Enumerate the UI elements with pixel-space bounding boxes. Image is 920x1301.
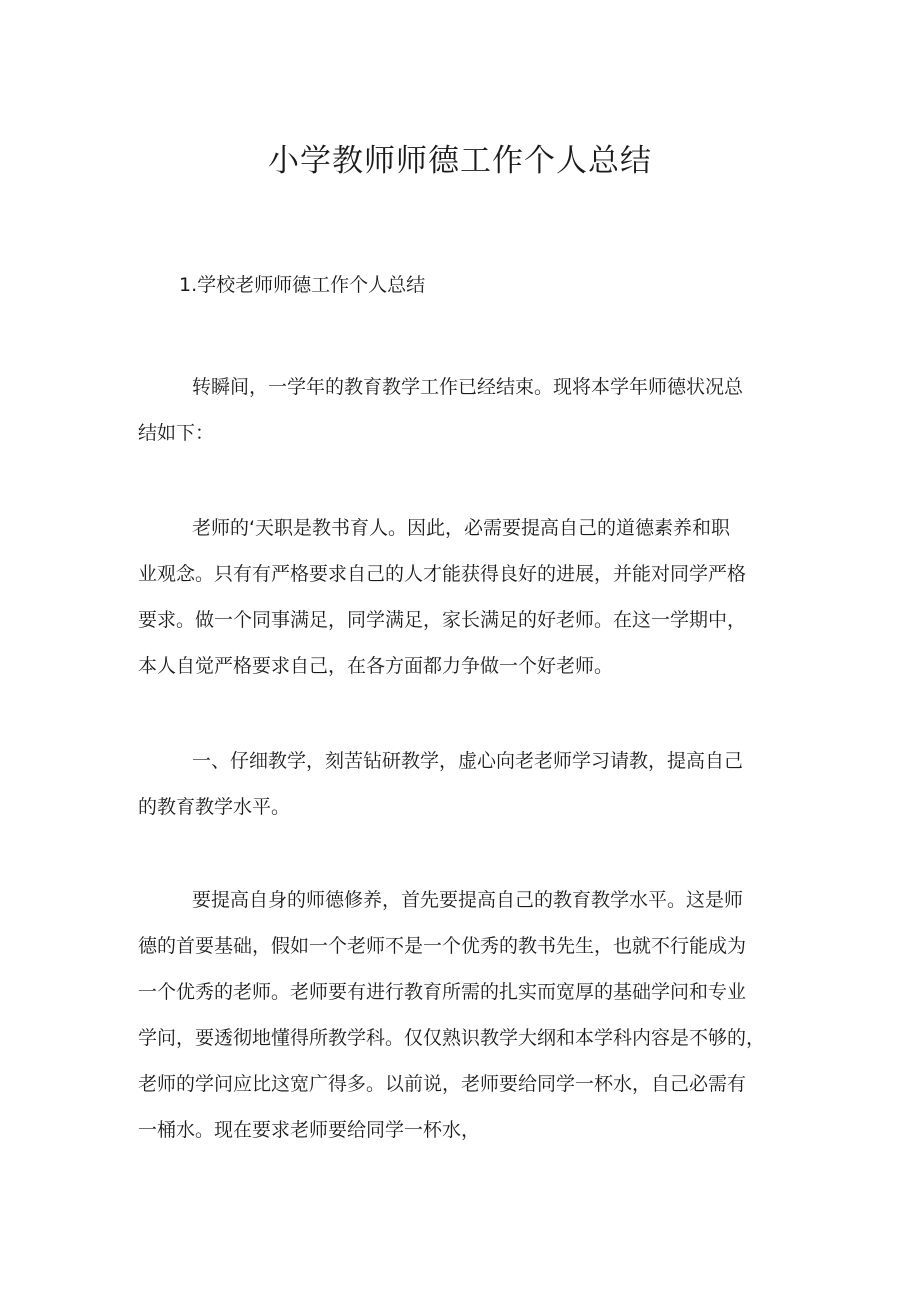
paragraph-line: 一、仔细教学，刻苦钻研教学，虚心向老老师学习请教，提高自己: [192, 750, 744, 772]
paragraph-line: 转瞬间，一学年的教育教学工作已经结束。现将本学年师德状况总: [192, 376, 744, 398]
paragraph-line: 一桶水。现在要求老师要给同学一杯水，: [138, 1119, 481, 1141]
paragraph-line: 本人自觉严格要求自己，在各方面都力争做一个好老师。: [138, 655, 614, 677]
section-heading: 1.学校老师师德工作个人总结: [179, 274, 426, 296]
paragraph-line: 老师的‘天职是教书育人。因此，必需要提高自己的道德素养和职: [192, 517, 731, 539]
document-title: 小学教师师德工作个人总结: [268, 143, 652, 179]
paragraph-line: 一个优秀的老师。老师要有进行教育所需的扎实而宽厚的基础学问和专业: [138, 981, 747, 1003]
paragraph-line: 的教育教学水平。: [138, 796, 291, 818]
paragraph-line: 德的首要基础，假如一个老师不是一个优秀的教书先生，也就不行能成为: [138, 935, 747, 957]
paragraph-line: 结如下：: [138, 422, 215, 444]
paragraph-3: [138, 738, 788, 830]
paragraph-line: 老师的学问应比这宽广得多。以前说，老师要给同学一杯水，自己必需有: [138, 1073, 747, 1095]
paragraph-line: 要求。做一个同事满足，同学满足，家长满足的好老师。在这一学期中，: [138, 609, 747, 631]
paragraph-line: 业观念。只有有严格要求自己的人才能获得良好的进展，并能对同学严格: [138, 563, 747, 585]
paragraph-4: [138, 877, 788, 1153]
paragraph-line: 要提高自身的师德修养，首先要提高自己的教育教学水平。这是师: [192, 889, 744, 911]
paragraph-1: [138, 364, 788, 456]
paragraph-line: 学问，要透彻地懂得所教学科。仅仅熟识教学大纲和本学科内容是不够的，: [138, 1027, 766, 1049]
paragraph-2: [138, 505, 788, 689]
